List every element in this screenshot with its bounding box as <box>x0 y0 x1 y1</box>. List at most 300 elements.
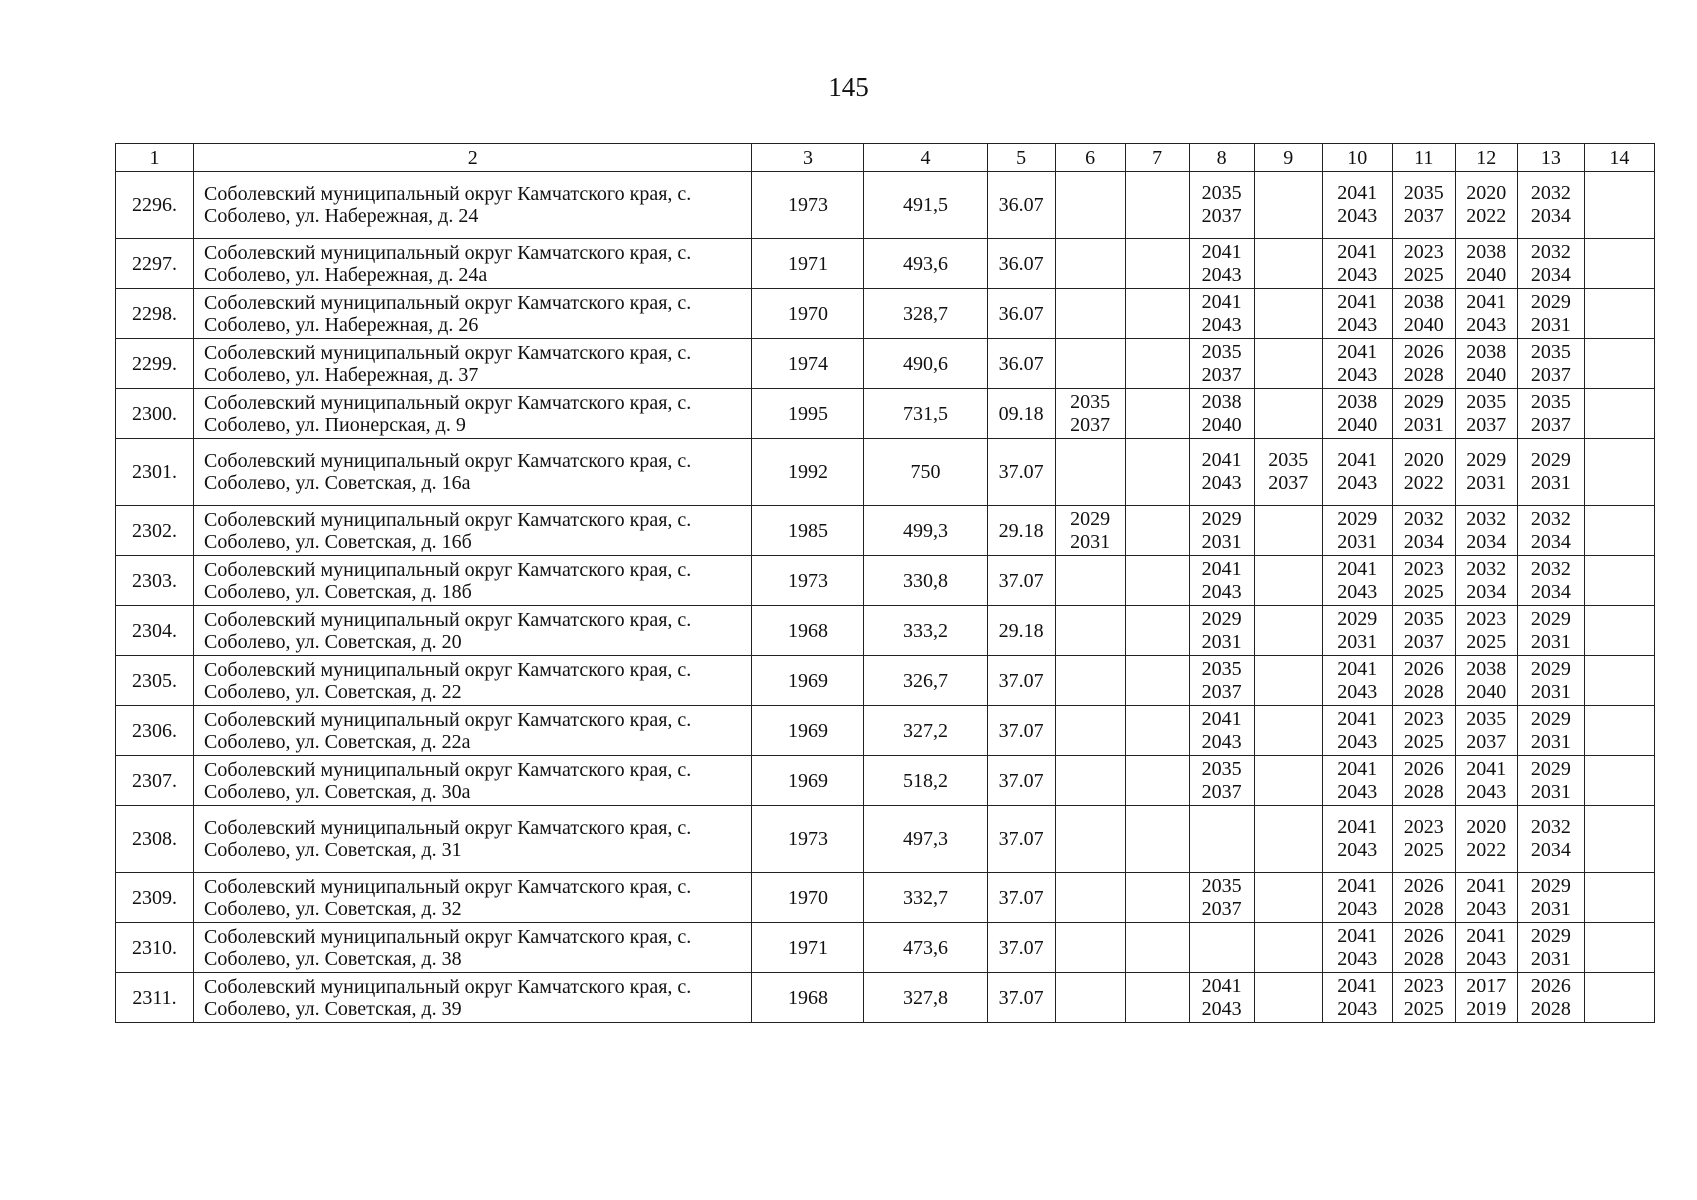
period-cell-6 <box>1055 506 1125 556</box>
period-cell-7 <box>1125 289 1189 339</box>
period-years: 2029 2031 <box>1337 507 1378 553</box>
period-cell-7 <box>1125 389 1189 439</box>
period-cell-6 <box>1055 706 1125 756</box>
period-years: 2029 2031 <box>1337 607 1378 653</box>
period-years: 2035 2037 <box>1201 182 1242 227</box>
period-cell-13 <box>1517 656 1584 706</box>
year-built-cell: 1970 <box>752 873 864 923</box>
row-number-cell: 2306. <box>116 706 194 756</box>
period-cell-14 <box>1584 606 1654 656</box>
row-number-cell: 2302. <box>116 506 194 556</box>
period-cell-8 <box>1189 439 1254 506</box>
period-cell-13 <box>1517 706 1584 756</box>
period-cell-9 <box>1254 756 1322 806</box>
table-row <box>116 973 1655 1023</box>
period-cell-7 <box>1125 439 1189 506</box>
period-cell-11 <box>1392 172 1455 239</box>
address-line: Соболевский муниципальный округ Камчатского края, с. <box>204 558 692 581</box>
period-years: 2041 2043 <box>1466 924 1507 970</box>
period-cell-12 <box>1455 756 1517 806</box>
period-cell-12 <box>1455 606 1517 656</box>
area-cell: 327,8 <box>864 973 987 1023</box>
period-cell-14 <box>1584 706 1654 756</box>
area-cell: 328,7 <box>864 289 987 339</box>
column-header: 6 <box>1055 144 1125 172</box>
address-cell <box>194 973 752 1023</box>
code-cell: 09.18 <box>987 389 1055 439</box>
period-cell-14 <box>1584 923 1654 973</box>
row-number-cell: 2305. <box>116 656 194 706</box>
period-cell-8 <box>1189 656 1254 706</box>
row-number-cell: 2308. <box>116 806 194 873</box>
code-cell: 36.07 <box>987 172 1055 239</box>
column-header: 14 <box>1584 144 1654 172</box>
period-cell-8 <box>1189 606 1254 656</box>
period-cell-8 <box>1189 506 1254 556</box>
period-cell-14 <box>1584 389 1654 439</box>
period-cell-6 <box>1055 289 1125 339</box>
code-cell: 37.07 <box>987 656 1055 706</box>
address-line: Соболево, ул. Советская, д. 20 <box>204 630 462 653</box>
address-cell <box>194 873 752 923</box>
period-cell-14 <box>1584 656 1654 706</box>
period-years: 2041 2043 <box>1337 816 1378 861</box>
period-years: 2032 2034 <box>1530 816 1571 861</box>
period-cell-9 <box>1254 239 1322 289</box>
period-years: 2032 2034 <box>1530 507 1571 553</box>
period-cell-8 <box>1189 973 1254 1023</box>
period-cell-9 <box>1254 389 1322 439</box>
area-cell: 473,6 <box>864 923 987 973</box>
code-cell: 29.18 <box>987 506 1055 556</box>
period-cell-8 <box>1189 873 1254 923</box>
period-cell-10 <box>1322 973 1392 1023</box>
year-built-cell: 1970 <box>752 289 864 339</box>
period-cell-10 <box>1322 506 1392 556</box>
address-cell <box>194 439 752 506</box>
period-cell-11 <box>1392 656 1455 706</box>
address-cell <box>194 606 752 656</box>
period-years: 2023 2025 <box>1403 707 1444 753</box>
period-years: 2041 2043 <box>1337 290 1378 336</box>
column-header: 3 <box>752 144 864 172</box>
period-years: 2038 2040 <box>1337 390 1378 436</box>
period-cell-9 <box>1254 506 1322 556</box>
period-cell-7 <box>1125 973 1189 1023</box>
code-cell: 37.07 <box>987 706 1055 756</box>
column-header: 4 <box>864 144 987 172</box>
header-row <box>116 144 1655 172</box>
column-header: 10 <box>1322 144 1392 172</box>
period-cell-14 <box>1584 873 1654 923</box>
period-cell-11 <box>1392 239 1455 289</box>
table-row <box>116 289 1655 339</box>
period-cell-6 <box>1055 239 1125 289</box>
period-cell-10 <box>1322 172 1392 239</box>
column-header: 11 <box>1392 144 1455 172</box>
period-cell-12 <box>1455 289 1517 339</box>
period-cell-13 <box>1517 973 1584 1023</box>
period-cell-6 <box>1055 172 1125 239</box>
period-cell-7 <box>1125 239 1189 289</box>
code-cell: 36.07 <box>987 339 1055 389</box>
code-cell: 37.07 <box>987 923 1055 973</box>
period-cell-12 <box>1455 556 1517 606</box>
address-line: Соболевский муниципальный округ Камчатского края, с. <box>204 341 692 364</box>
year-built-cell: 1971 <box>752 923 864 973</box>
period-years: 2035 2037 <box>1070 390 1111 436</box>
period-cell-13 <box>1517 239 1584 289</box>
period-cell-8 <box>1189 806 1254 873</box>
year-built-cell: 1973 <box>752 556 864 606</box>
period-cell-10 <box>1322 389 1392 439</box>
period-cell-10 <box>1322 806 1392 873</box>
period-years: 2041 2043 <box>1466 757 1507 803</box>
area-cell: 491,5 <box>864 172 987 239</box>
address-line: Соболево, ул. Советская, д. 32 <box>204 897 462 920</box>
period-cell-7 <box>1125 706 1189 756</box>
address-line: Соболевский муниципальный округ Камчатского края, с. <box>204 608 692 631</box>
period-cell-13 <box>1517 172 1584 239</box>
address-cell <box>194 756 752 806</box>
period-cell-8 <box>1189 756 1254 806</box>
period-years: 2020 2022 <box>1466 182 1507 227</box>
area-cell: 490,6 <box>864 339 987 389</box>
period-cell-14 <box>1584 506 1654 556</box>
period-cell-9 <box>1254 439 1322 506</box>
row-number-cell: 2307. <box>116 756 194 806</box>
period-years: 2038 2040 <box>1466 657 1507 703</box>
period-years: 2023 2025 <box>1403 974 1444 1020</box>
period-cell-10 <box>1322 339 1392 389</box>
period-years: 2029 2031 <box>1530 707 1571 753</box>
code-cell: 36.07 <box>987 289 1055 339</box>
row-number-cell: 2298. <box>116 289 194 339</box>
period-years: 2035 2037 <box>1466 707 1507 753</box>
period-cell-11 <box>1392 339 1455 389</box>
period-years: 2026 2028 <box>1403 757 1444 803</box>
period-years: 2041 2043 <box>1201 557 1242 603</box>
period-years: 2032 2034 <box>1466 507 1507 553</box>
area-cell: 333,2 <box>864 606 987 656</box>
table-row <box>116 239 1655 289</box>
period-years: 2032 2034 <box>1530 182 1571 227</box>
period-cell-8 <box>1189 706 1254 756</box>
table-row <box>116 339 1655 389</box>
period-years: 2023 2025 <box>1403 816 1444 861</box>
period-cell-6 <box>1055 973 1125 1023</box>
table-row <box>116 873 1655 923</box>
period-cell-14 <box>1584 172 1654 239</box>
period-years: 2029 2031 <box>1201 607 1242 653</box>
period-cell-6 <box>1055 606 1125 656</box>
period-years: 2041 2043 <box>1337 874 1378 920</box>
period-cell-11 <box>1392 923 1455 973</box>
period-cell-6 <box>1055 439 1125 506</box>
address-cell <box>194 806 752 873</box>
period-years: 2020 2022 <box>1403 449 1444 494</box>
period-cell-10 <box>1322 439 1392 506</box>
period-years: 2038 2040 <box>1466 340 1507 386</box>
period-cell-13 <box>1517 556 1584 606</box>
address-line: Соболево, ул. Советская, д. 22а <box>204 730 471 753</box>
period-cell-8 <box>1189 289 1254 339</box>
period-cell-14 <box>1584 806 1654 873</box>
period-years: 2029 2031 <box>1403 390 1444 436</box>
table-row <box>116 806 1655 873</box>
period-cell-12 <box>1455 706 1517 756</box>
row-number-cell: 2297. <box>116 239 194 289</box>
area-cell: 731,5 <box>864 389 987 439</box>
address-line: Соболевский муниципальный округ Камчатского края, с. <box>204 975 692 998</box>
period-cell-8 <box>1189 389 1254 439</box>
period-cell-13 <box>1517 606 1584 656</box>
period-cell-7 <box>1125 339 1189 389</box>
period-years: 2038 2040 <box>1201 390 1242 436</box>
area-cell: 750 <box>864 439 987 506</box>
period-cell-6 <box>1055 873 1125 923</box>
column-header: 7 <box>1125 144 1189 172</box>
period-cell-13 <box>1517 506 1584 556</box>
period-cell-14 <box>1584 289 1654 339</box>
period-years: 2041 2043 <box>1201 240 1242 286</box>
period-years: 2035 2037 <box>1466 390 1507 436</box>
year-built-cell: 1995 <box>752 389 864 439</box>
period-years: 2041 2043 <box>1337 657 1378 703</box>
table-row <box>116 556 1655 606</box>
address-line: Соболево, ул. Набережная, д. 37 <box>204 363 479 386</box>
year-built-cell: 1969 <box>752 656 864 706</box>
period-cell-7 <box>1125 556 1189 606</box>
period-years: 2029 2031 <box>1530 290 1571 336</box>
code-cell: 36.07 <box>987 239 1055 289</box>
year-built-cell: 1973 <box>752 172 864 239</box>
period-years: 2041 2043 <box>1337 707 1378 753</box>
code-cell: 37.07 <box>987 806 1055 873</box>
address-line: Соболево, ул. Советская, д. 18б <box>204 580 472 603</box>
period-cell-9 <box>1254 172 1322 239</box>
page-number: 145 <box>828 72 869 102</box>
period-years: 2041 2043 <box>1337 557 1378 603</box>
period-cell-13 <box>1517 923 1584 973</box>
period-cell-11 <box>1392 439 1455 506</box>
period-years: 2035 2037 <box>1530 390 1571 436</box>
period-years: 2029 2031 <box>1070 507 1111 553</box>
period-years: 2026 2028 <box>1403 340 1444 386</box>
address-line: Соболево, ул. Советская, д. 31 <box>204 839 462 861</box>
period-cell-11 <box>1392 506 1455 556</box>
period-cell-14 <box>1584 339 1654 389</box>
period-cell-13 <box>1517 389 1584 439</box>
period-cell-11 <box>1392 606 1455 656</box>
address-cell <box>194 339 752 389</box>
table-row <box>116 706 1655 756</box>
period-cell-7 <box>1125 756 1189 806</box>
period-years: 2035 2037 <box>1403 182 1444 227</box>
period-cell-11 <box>1392 873 1455 923</box>
code-cell: 37.07 <box>987 873 1055 923</box>
period-cell-13 <box>1517 339 1584 389</box>
period-years: 2035 2037 <box>1201 757 1242 803</box>
year-built-cell: 1969 <box>752 756 864 806</box>
period-cell-11 <box>1392 706 1455 756</box>
address-line: Соболевский муниципальный округ Камчатского края, с. <box>204 708 692 731</box>
period-cell-11 <box>1392 289 1455 339</box>
period-years: 2041 2043 <box>1201 974 1242 1020</box>
period-cell-11 <box>1392 389 1455 439</box>
address-cell <box>194 389 752 439</box>
period-cell-14 <box>1584 439 1654 506</box>
address-cell <box>194 706 752 756</box>
period-cell-6 <box>1055 923 1125 973</box>
period-cell-9 <box>1254 873 1322 923</box>
address-cell <box>194 923 752 973</box>
period-cell-10 <box>1322 289 1392 339</box>
area-cell: 332,7 <box>864 873 987 923</box>
area-cell: 518,2 <box>864 756 987 806</box>
column-header: 12 <box>1455 144 1517 172</box>
row-number-cell: 2300. <box>116 389 194 439</box>
period-years: 2041 2043 <box>1337 924 1378 970</box>
address-line: Соболево, ул. Советская, д. 16б <box>204 530 472 553</box>
period-cell-9 <box>1254 556 1322 606</box>
period-cell-12 <box>1455 923 1517 973</box>
period-cell-9 <box>1254 339 1322 389</box>
period-cell-8 <box>1189 172 1254 239</box>
address-line: Соболевский муниципальный округ Камчатского края, с. <box>204 758 692 781</box>
period-cell-6 <box>1055 339 1125 389</box>
period-cell-9 <box>1254 806 1322 873</box>
address-cell <box>194 172 752 239</box>
period-years: 2041 2043 <box>1337 240 1378 286</box>
year-built-cell: 1992 <box>752 439 864 506</box>
address-line: Соболевский муниципальный округ Камчатского края, с. <box>204 875 692 898</box>
period-cell-12 <box>1455 339 1517 389</box>
year-built-cell: 1973 <box>752 806 864 873</box>
column-header: 8 <box>1189 144 1254 172</box>
period-years: 2032 2034 <box>1530 240 1571 286</box>
period-years: 2032 2034 <box>1530 557 1571 603</box>
area-cell: 326,7 <box>864 656 987 706</box>
period-years: 2035 2037 <box>1201 340 1242 386</box>
row-number-cell: 2309. <box>116 873 194 923</box>
period-cell-10 <box>1322 656 1392 706</box>
row-number-cell: 2304. <box>116 606 194 656</box>
address-line: Соболевский муниципальный округ Камчатского края, с. <box>204 508 692 531</box>
period-cell-8 <box>1189 923 1254 973</box>
period-cell-14 <box>1584 239 1654 289</box>
year-built-cell: 1968 <box>752 973 864 1023</box>
period-cell-10 <box>1322 923 1392 973</box>
address-line: Соболево, ул. Советская, д. 16а <box>204 472 471 494</box>
period-years: 2029 2031 <box>1201 507 1242 553</box>
period-years: 2026 2028 <box>1403 657 1444 703</box>
period-cell-12 <box>1455 389 1517 439</box>
address-line: Соболево, ул. Набережная, д. 24а <box>204 263 488 286</box>
period-years: 2041 2043 <box>1337 182 1378 227</box>
column-header: 9 <box>1254 144 1322 172</box>
period-cell-13 <box>1517 439 1584 506</box>
code-cell: 29.18 <box>987 606 1055 656</box>
period-years: 2029 2031 <box>1530 657 1571 703</box>
period-cell-6 <box>1055 806 1125 873</box>
period-cell-14 <box>1584 756 1654 806</box>
area-cell: 327,2 <box>864 706 987 756</box>
period-cell-10 <box>1322 873 1392 923</box>
table-row <box>116 606 1655 656</box>
address-line: Соболевский муниципальный округ Камчатского края, с. <box>204 291 692 314</box>
period-years: 2032 2034 <box>1466 557 1507 603</box>
address-line: Соболевский муниципальный округ Камчатского края, с. <box>204 450 692 472</box>
row-number-cell: 2310. <box>116 923 194 973</box>
row-number-cell: 2296. <box>116 172 194 239</box>
address-line: Соболево, ул. Советская, д. 38 <box>204 947 462 970</box>
period-cell-12 <box>1455 439 1517 506</box>
period-years: 2041 2043 <box>1337 449 1378 494</box>
period-cell-10 <box>1322 239 1392 289</box>
period-cell-9 <box>1254 706 1322 756</box>
address-line: Соболевский муниципальный округ Камчатского края, с. <box>204 391 692 414</box>
period-cell-10 <box>1322 756 1392 806</box>
address-cell <box>194 506 752 556</box>
period-cell-8 <box>1189 339 1254 389</box>
row-number-cell: 2301. <box>116 439 194 506</box>
period-cell-7 <box>1125 873 1189 923</box>
table-row <box>116 756 1655 806</box>
address-line: Соболевский муниципальный округ Камчатского края, с. <box>204 183 692 205</box>
period-years: 2029 2031 <box>1530 607 1571 653</box>
period-cell-12 <box>1455 506 1517 556</box>
address-line: Соболево, ул. Советская, д. 39 <box>204 997 462 1020</box>
period-years: 2023 2025 <box>1403 240 1444 286</box>
period-cell-6 <box>1055 556 1125 606</box>
period-cell-8 <box>1189 239 1254 289</box>
period-years: 2035 2037 <box>1530 340 1571 386</box>
period-cell-9 <box>1254 973 1322 1023</box>
period-cell-9 <box>1254 923 1322 973</box>
period-cell-14 <box>1584 973 1654 1023</box>
column-header: 1 <box>116 144 194 172</box>
period-cell-10 <box>1322 556 1392 606</box>
period-cell-7 <box>1125 172 1189 239</box>
area-cell: 497,3 <box>864 806 987 873</box>
period-years: 2041 2043 <box>1337 974 1378 1020</box>
period-years: 2029 2031 <box>1530 924 1571 970</box>
address-cell <box>194 239 752 289</box>
address-line: Соболевский муниципальный округ Камчатского края, с. <box>204 241 692 264</box>
address-line: Соболево, ул. Набережная, д. 26 <box>204 313 479 336</box>
year-built-cell: 1968 <box>752 606 864 656</box>
period-years: 2041 2043 <box>1201 449 1242 494</box>
period-years: 2023 2025 <box>1466 607 1507 653</box>
period-years: 2041 2043 <box>1466 290 1507 336</box>
year-built-cell: 1969 <box>752 706 864 756</box>
period-years: 2029 2031 <box>1530 874 1571 920</box>
period-years: 2017 2019 <box>1466 974 1507 1020</box>
period-years: 2038 2040 <box>1466 240 1507 286</box>
column-header: 2 <box>194 144 752 172</box>
column-header: 5 <box>987 144 1055 172</box>
period-cell-13 <box>1517 756 1584 806</box>
period-years: 2026 2028 <box>1403 874 1444 920</box>
period-years: 2035 2037 <box>1268 449 1309 494</box>
address-cell <box>194 556 752 606</box>
row-number-cell: 2303. <box>116 556 194 606</box>
period-cell-11 <box>1392 806 1455 873</box>
address-line: Соболевский муниципальный округ Камчатского края, с. <box>204 658 692 681</box>
period-cell-8 <box>1189 556 1254 606</box>
period-cell-12 <box>1455 172 1517 239</box>
